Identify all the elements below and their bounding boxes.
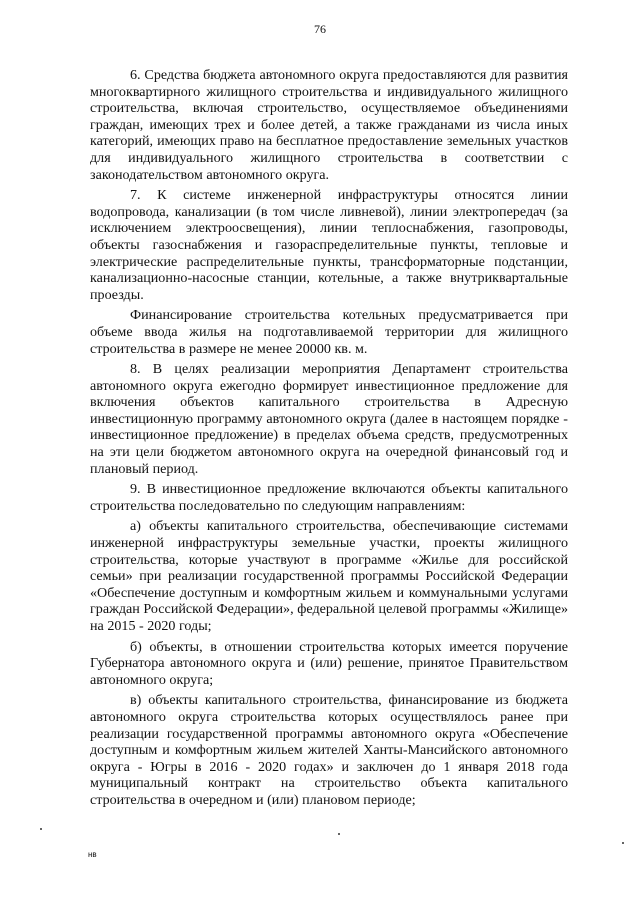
- scan-speck: [622, 842, 624, 844]
- footer-initials: нв: [88, 850, 97, 859]
- scan-speck: [40, 828, 42, 830]
- page-number: 76: [314, 22, 326, 36]
- paragraph-boiler-financing: Финансирование строительства котельных предусматривается при объеме ввода жилья на подготавливаемой территории для жилищного строительства в размере не менее 20000 кв. м.: [90, 307, 568, 357]
- paragraph-9c: в) объекты капитального строительства, финансирование из бюджета автономного округа строительства которых осуществлялось ранее при реализации государственной программы автономного округа «Обеспечение доступным и комфортным жильем жителей Ханты-Мансийского автономного округа - Югры в 2016 - 2020 годах» и заключен до 1 января 2018 года муниципальный контракт на строительство объекта капитального строительства в очередном и (или) плановом периоде;: [90, 692, 568, 808]
- paragraph-9b: б) объекты, в отношении строительства которых имеется поручение Губернатора автономного округа и (или) решение, принятое Правительством автономного округа;: [90, 638, 568, 688]
- paragraph-9: 9. В инвестиционное предложение включаются объекты капитального строительства последовательно по следующим направлениям:: [90, 481, 568, 514]
- paragraph-7: 7. К системе инженерной инфраструктуры относятся линии водопровода, канализации (в том числе ливневой), линии электропередач (за исключением электроосвещения), линии теплоснабжения, газопроводы, объекты газоснабжения и газораспределительные пункты, тепловые и электрические распределительные пункты, трансформаторные подстанции, канализационно-насосные станции, котельные, а также внутриквартальные проезды.: [90, 187, 568, 303]
- paragraph-6: 6. Средства бюджета автономного округа предоставляются для развития многоквартирного жилищного строительства и индивидуального жилищного строительства, включая строительство, осуществляемое объединениями граждан, имеющих трех и более детей, а также гражданами из числа иных категорий, имеющих право на бесплатное предоставление земельных участков для индивидуального жилищного строительства в соответствии с законодательством автономного округа.: [90, 67, 568, 183]
- scan-speck: [338, 833, 340, 835]
- paragraph-8: 8. В целях реализации мероприятия Департамент строительства автономного округа ежегодно формирует инвестиционное предложение для включения объектов капитального строительства в Адресную инвестиционную программу автономного округа (далее в настоящем порядке - инвестиционное предложение) в пределах объема средств, предусмотренных на эти цели бюджетом автономного округа на очередной финансовый год и плановый период.: [90, 361, 568, 477]
- document-body: [90, 67, 568, 809]
- paragraph-9a: а) объекты капитального строительства, обеспечивающие системами инженерной инфраструктуры земельные участки, проекты жилищного строительства, которые участвуют в программе «Жилье для российской семьи» при реализации государственной программы Российской Федерации «Обеспечение доступным и комфортным жильем и коммунальными услугами граждан Российской Федерации», федеральной целевой программы «Жилище» на 2015 - 2020 годы;: [90, 518, 568, 634]
